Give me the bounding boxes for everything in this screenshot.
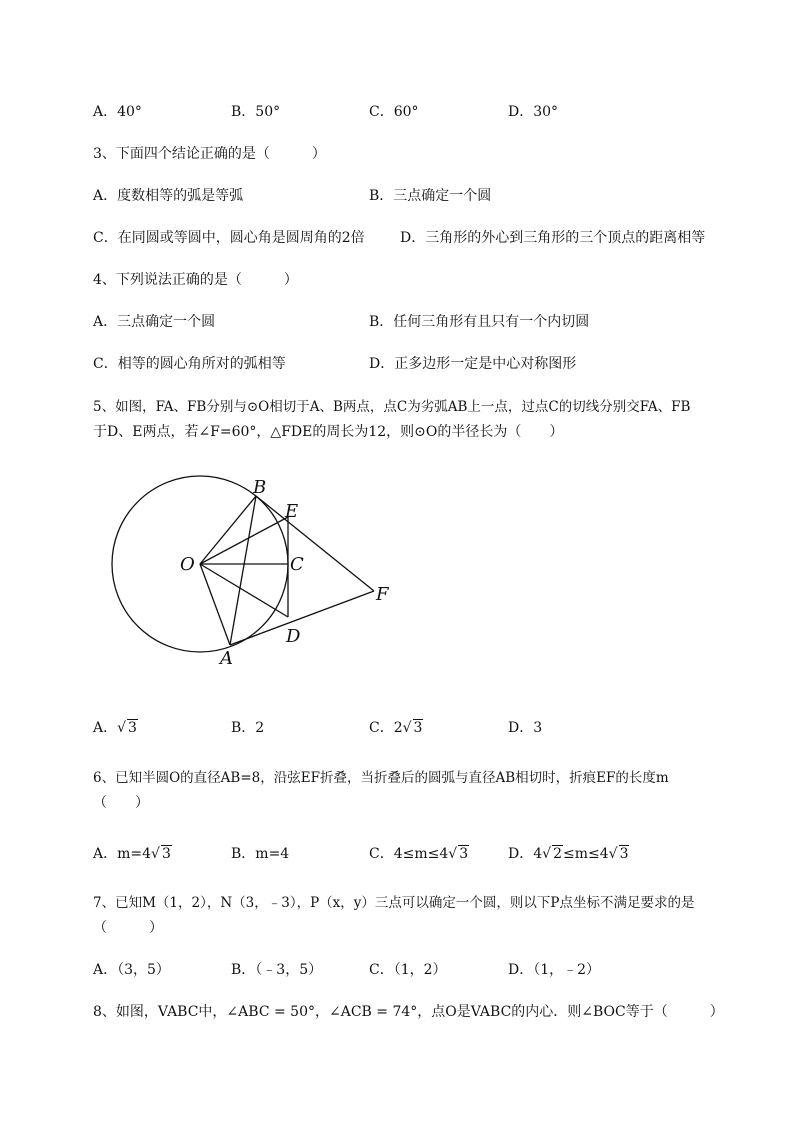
segment-oe <box>200 517 288 564</box>
q6-option-b: B．m=4 <box>231 846 290 862</box>
q5-option-d: D．3 <box>508 720 543 736</box>
q4-stem: 4、下列说法正确的是（ ） <box>93 272 298 288</box>
sqrt-symbol: √ 3 <box>117 720 137 736</box>
q7-option-a: A．（3，5） <box>93 962 170 978</box>
label-d: D <box>286 626 301 647</box>
q5-stem-line1: 5、如图，FA、FB分别与⊙O相切于A、B两点，点C为劣弧AB上一点，过点C的切线分别交FA、FB <box>93 399 691 415</box>
q3-option-c: C．在同圆或等圆中，圆心角是圆周角的2倍 <box>93 230 365 246</box>
q6-option-d: D．4√ 2≤m≤4√ 3 <box>508 846 629 862</box>
q3-option-a: A．度数相等的弧是等弧 <box>93 188 244 204</box>
label-a: A <box>220 648 233 669</box>
q7-option-b: B．（﹣3，5） <box>231 962 323 978</box>
q6-option-a: A．m=4√ 3 <box>93 846 171 862</box>
sqrt-symbol: √ 3 <box>608 846 629 862</box>
q2-option-a: A．40° <box>93 104 142 120</box>
label-c: C <box>290 554 304 575</box>
q4-option-b: B．任何三角形有且只有一个内切圆 <box>369 314 590 330</box>
q3-option-b: B．三点确定一个圆 <box>369 188 492 204</box>
q2-option-b: B．50° <box>231 104 281 120</box>
q6-stem-line1: 6、已知半圆O的直径AB=8，沿弦EF折叠，当折叠后的圆弧与直径AB相切时，折痕EF的长度m <box>93 770 669 786</box>
segment-ob <box>200 496 256 564</box>
q7-option-d: D．（1，﹣2） <box>508 962 601 978</box>
tangent-fb <box>256 496 374 591</box>
q4-option-c: C．相等的圆心角所对的弧相等 <box>93 356 286 372</box>
segment-oa <box>200 564 230 645</box>
q7-option-c: C．（1，2） <box>369 962 447 978</box>
q4-option-d: D．正多边形一定是中心对称图形 <box>369 356 577 372</box>
q6-stem-line2: （ ） <box>93 795 149 811</box>
q2-option-d: D．30° <box>508 104 559 120</box>
sqrt-symbol: √ 2 <box>542 846 562 862</box>
label-o: O <box>180 554 195 575</box>
q5-option-b: B．2 <box>231 720 265 736</box>
q5-geometry-figure <box>108 470 408 670</box>
label-b: B <box>253 477 267 498</box>
q5-stem-line2: 于D、E两点，若∠F=60°，△FDE的周长为12，则⊙O的半径长为（ ） <box>93 424 564 440</box>
label-f: F <box>376 584 389 605</box>
segment-od <box>200 564 288 617</box>
q2-option-c: C．60° <box>369 104 419 120</box>
q7-stem-line1: 7、已知M（1，2），N（3，﹣3），P（x，y）三点可以确定一个圆，则以下P点坐标不满足要求的是 <box>93 895 695 911</box>
q5-option-a: A．√ 3 <box>93 720 137 736</box>
label-e: E <box>285 501 299 522</box>
q3-stem: 3、下面四个结论正确的是（ ） <box>93 146 326 162</box>
sqrt-symbol: √ 3 <box>151 846 171 862</box>
tangent-fa <box>230 591 374 645</box>
q4-option-a: A．三点确定一个圆 <box>93 314 216 330</box>
q6-option-c: C．4≤m≤4√ 3 <box>369 846 469 862</box>
q3-option-d: D．三角形的外心到三角形的三个顶点的距离相等 <box>400 230 706 246</box>
sqrt-symbol: √ 3 <box>402 720 423 736</box>
sqrt-symbol: √ 3 <box>448 846 469 862</box>
q7-stem-line2: （ ） <box>93 920 163 936</box>
q5-option-c: C．2√ 3 <box>369 720 423 736</box>
q8-stem: 8、如图，VABC中，∠ABC = 50°，∠ACB = 74°，点O是VABC的内心．则∠BOC等于（ ） <box>93 1004 724 1020</box>
segment-ba <box>230 496 256 645</box>
